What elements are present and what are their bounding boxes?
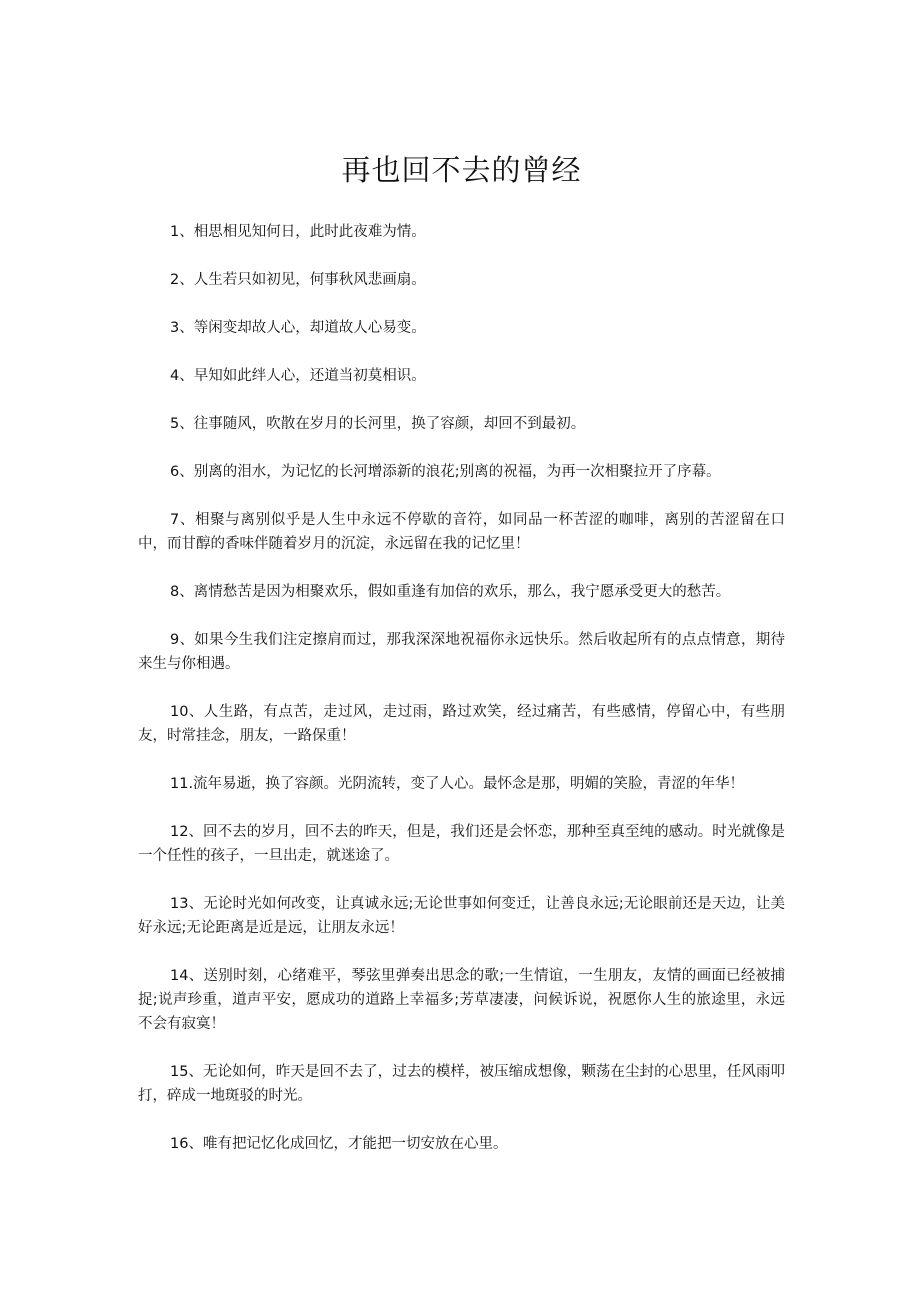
quote-entry: 2、人生若只如初见，何事秋风悲画扇。	[170, 272, 426, 288]
quote-entry: 15、无论如何，昨天是回不去了，过去的模样，被压缩成想像，颗荡在尘封的心思里，任风雨叩打，碎成一地斑驳的时光。	[138, 1064, 785, 1104]
document-title: 再也回不去的曾经	[341, 153, 582, 187]
quote-entry: 10、人生路，有点苦，走过风，走过雨，路过欢笑，经过痛苦，有些感情，停留心中，有些朋友，时常挂念，朋友，一路保重！	[138, 704, 785, 744]
quote-entry: 13、无论时光如何改变，让真诚永远;无论世事如何变迁，让善良永远;无论眼前还是天边，让美好永远;无论距离是近是远，让朋友永远！	[138, 896, 785, 936]
quote-entry: 9、如果今生我们注定擦肩而过，那我深深地祝福你永远快乐。然后收起所有的点点情意，期待来生与你相遇。	[138, 632, 785, 672]
quote-entry: 5、往事随风，吹散在岁月的长河里，换了容颜，却回不到最初。	[170, 416, 586, 432]
quote-entry: 11.流年易逝，换了容颜。光阴流转，变了人心。最怀念是那，明媚的笑脸，青涩的年华！	[170, 776, 745, 792]
quote-entry: 6、别离的泪水，为记忆的长河增添新的浪花;别离的祝福，为再一次相聚拉开了序幕。	[170, 464, 721, 480]
quote-entry: 8、离情愁苦是因为相聚欢乐，假如重逢有加倍的欢乐，那么，我宁愿承受更大的愁苦。	[170, 584, 731, 600]
quote-list	[138, 220, 785, 1156]
quote-entry: 16、唯有把记忆化成回忆，才能把一切安放在心里。	[170, 1136, 508, 1152]
quote-entry: 14、送别时刻，心绪难平，琴弦里弹奏出思念的歌;一生情谊，一生朋友，友情的画面已经被捕捉;说声珍重，道声平安，愿成功的道路上幸福多;芳草凄凄，问候诉说，祝愿你人生的旅途里，永远不会有寂寞！	[138, 968, 785, 1032]
quote-entry: 3、等闲变却故人心，却道故人心易变。	[170, 320, 426, 336]
quote-entry: 4、早知如此绊人心，还道当初莫相识。	[170, 368, 426, 384]
quote-entry: 7、相聚与离别似乎是人生中永远不停歇的音符，如同品一杯苦涩的咖啡，离别的苦涩留在口中，而甘醇的香味伴随着岁月的沉淀，永远留在我的记忆里！	[138, 512, 785, 552]
quote-entry: 1、相思相见知何日，此时此夜难为情。	[170, 224, 426, 240]
quote-entry: 12、回不去的岁月，回不去的昨天，但是，我们还是会怀恋，那种至真至纯的感动。时光就像是一个任性的孩子，一旦出走，就迷途了。	[138, 824, 785, 864]
